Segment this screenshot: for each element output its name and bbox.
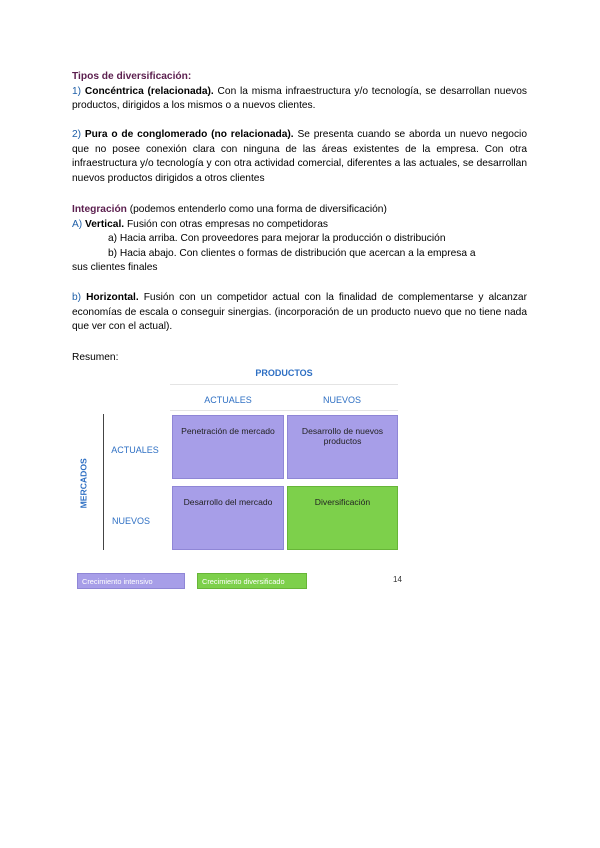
cell-market-development: Desarrollo del mercado xyxy=(172,486,284,550)
item-horizontal xyxy=(72,291,527,335)
cell-product-development: Desarrollo de nuevos productos xyxy=(287,415,398,479)
paragraph-conglomerate xyxy=(72,128,527,186)
section-integration xyxy=(72,203,527,276)
item-text: Se presenta cuando se aborda un nuevo negocio que no posee conexión clara con ninguna de las áreas existentes de la empresa. Con otra infraestructura y/o tecnología y con otra actividad comercial, diferentes a las actuales, se desarrollan nuevos productos dirigidos a otros clientes xyxy=(72,129,527,184)
item-number: 1) xyxy=(72,85,82,97)
section-subtitle: (podemos entenderlo como una forma de diversificación) xyxy=(126,204,387,215)
section-diversification xyxy=(72,70,527,114)
row-header-actuales: ACTUALES xyxy=(111,445,159,455)
item-text: Fusión con un competidor actual con la finalidad de complementarse y alcanzar economías de escala o conseguir sinergias. (incorporación de un producto nuevo que no tiene nada que ver con el actual). xyxy=(72,292,527,333)
page-number: 14 xyxy=(393,575,402,584)
item-bold: Concéntrica (relacionada). xyxy=(84,85,214,97)
resumen-label: Resumen: xyxy=(72,352,119,363)
item-number: A) xyxy=(72,218,83,230)
section-title: Tipos de diversificación: xyxy=(72,71,192,82)
legend-intensive: Crecimiento intensivo xyxy=(77,573,185,589)
col-header-actuales: ACTUALES xyxy=(204,395,252,405)
sub-item-downward: b) Hacia abajo. Con clientes o formas de distribución que acercan a la empresa a xyxy=(108,247,476,259)
header-divider xyxy=(170,384,398,385)
col-header-divider xyxy=(170,410,398,411)
cell-diversification: Diversificación xyxy=(287,486,398,550)
row-header-nuevos: NUEVOS xyxy=(111,516,150,526)
col-header-nuevos: NUEVOS xyxy=(322,395,361,405)
item-bold: Pura o de conglomerado (no relacionada). xyxy=(84,129,294,140)
products-header: PRODUCTOS xyxy=(255,368,313,378)
item-number: 2) xyxy=(72,129,82,140)
sub-item-downward-cont: sus clientes finales xyxy=(72,262,158,274)
cell-market-penetration: Penetración de mercado xyxy=(172,415,284,479)
paragraph-concentric xyxy=(72,85,527,114)
item-bold: Vertical. xyxy=(85,218,125,230)
item-text: Con la misma infraestructura y/o tecnología, se desarrollan nuevos productos, dirigidos a los mismos o a nuevos clientes. xyxy=(72,85,527,112)
item-bold: Horizontal. xyxy=(86,292,139,303)
row-header-divider xyxy=(103,414,104,550)
section-title: Integración xyxy=(72,204,127,215)
sub-item-upward: a) Hacia arriba. Con proveedores para mejorar la producción o distribución xyxy=(108,233,446,245)
item-text: Fusión con otras empresas no competidoras xyxy=(124,218,328,230)
item-number: b) xyxy=(72,292,82,303)
markets-label: MERCADOS xyxy=(78,458,89,509)
item-vertical xyxy=(72,218,527,233)
legend-diversified: Crecimiento diversificado xyxy=(197,573,307,589)
